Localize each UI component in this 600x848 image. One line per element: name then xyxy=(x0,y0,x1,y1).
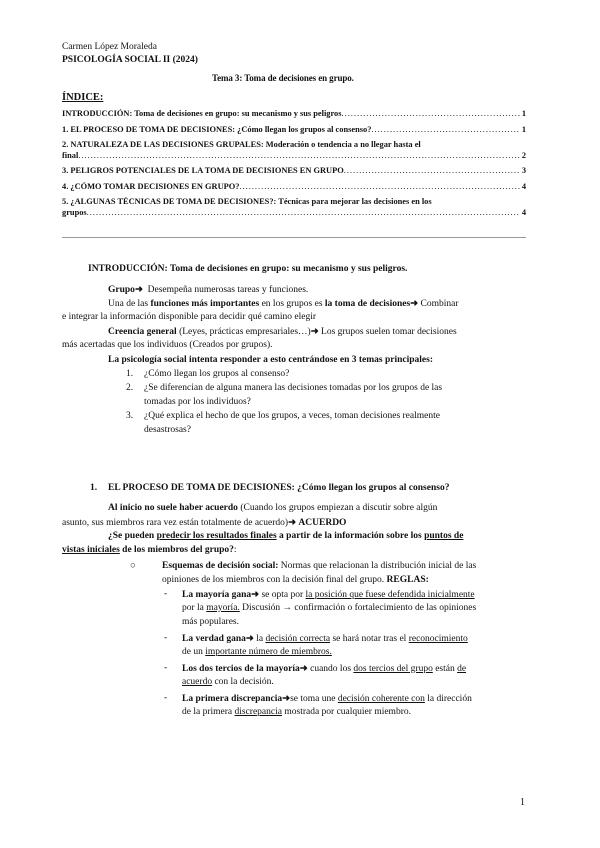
course-title: PSICOLOGÍA SOCIAL II (2024) xyxy=(62,55,198,65)
bold-span: a partir de la información sobre los xyxy=(276,531,425,541)
page-number: 1 xyxy=(520,797,525,808)
text-span: Normas que relacionan la distribución inicial de las xyxy=(278,561,477,571)
text-span: por la xyxy=(182,603,207,613)
toc-page-number: 3 xyxy=(521,166,526,175)
arrow-icon: ➜ xyxy=(410,299,419,309)
text-span: están xyxy=(432,664,458,674)
underlined-span: reconocimiento xyxy=(408,634,468,644)
toc-item[interactable] xyxy=(62,125,526,136)
bold-span: Esquemas de decisión social: xyxy=(162,561,279,571)
intro-heading: INTRODUCCIÓN: Toma de decisiones en grupo: su mecanismo y sus peligros. xyxy=(88,264,408,274)
question-number: 3. xyxy=(126,411,134,421)
toc-item-text: INTRODUCCIÓN: Toma de decisiones en grupo: su mecanismo y sus peligros xyxy=(62,109,342,118)
rule-1-line-3: más populares. xyxy=(182,617,239,627)
creencia-line-2: más acertadas que los individuos (Creados por grupos). xyxy=(62,340,273,350)
inicio-line xyxy=(108,503,437,513)
toc-item-text: 3. PELIGROS POTENCIALES DE LA TOMA DE DECISIONES EN GRUPO xyxy=(62,166,344,175)
toc-leader xyxy=(78,151,520,162)
dash-bullet: - xyxy=(164,633,168,643)
rule-3-line-2 xyxy=(182,677,274,687)
bold-span: REGLAS: xyxy=(386,575,429,585)
underlined-span: dos tercios del grupo xyxy=(353,664,433,674)
bold-span: la toma de decisiones xyxy=(324,299,411,309)
text-span: en los grupos es xyxy=(259,299,325,309)
rule-3 xyxy=(182,663,466,674)
text-span: se toma une xyxy=(290,694,338,704)
underlined-span: vistas iniciales xyxy=(62,545,120,555)
toc-leader xyxy=(344,166,520,177)
toc-item-cont[interactable] xyxy=(62,208,526,219)
section-divider xyxy=(62,237,526,238)
toc-page-number: 4 xyxy=(521,207,526,217)
arrow-icon: ➜ xyxy=(134,285,143,295)
question-text: ¿Cómo llegan los grupos al consenso? xyxy=(144,369,290,379)
rule-4-line-2 xyxy=(182,707,411,717)
text-span: Discusión → confirmación o fortalecimiento de las opiniones xyxy=(239,603,477,613)
bold-span: Creencia general xyxy=(108,327,177,337)
arrow-icon: ➜ xyxy=(299,664,308,674)
text-span: se opta por xyxy=(259,590,306,600)
funciones-line xyxy=(108,298,526,309)
toc-item-text: 1. EL PROCESO DE TOMA DE DECISIONES: ¿Cómo llegan los grupos al consenso? xyxy=(62,124,372,134)
question-line-2 xyxy=(62,545,237,555)
underlined-span: acuerdo xyxy=(182,677,213,687)
text-span: la dirección xyxy=(424,694,472,704)
toc-item-text: final xyxy=(62,150,79,160)
toc-page-number: 1 xyxy=(521,109,526,118)
funciones-line-2: e integrar la información disponible para decidir qué camino elegir xyxy=(62,312,317,322)
bold-span: funciones más importantes xyxy=(150,299,260,309)
toc-item[interactable] xyxy=(62,197,526,208)
inicio-line-2 xyxy=(62,517,346,528)
underlined-span: importante número de miembros. xyxy=(205,647,332,657)
text-span: Una de las xyxy=(108,299,151,309)
underlined-span: puntos de xyxy=(424,531,464,541)
rule-4 xyxy=(182,693,472,704)
arrow-icon: ➜ xyxy=(282,694,291,704)
underlined-span: decisión correcta xyxy=(265,634,331,644)
psicologia-line: La psicología social intenta responder a esto centrándose en 3 temas principales: xyxy=(108,355,434,365)
toc-item-text: 2. NATURALEZA DE LAS DECISIONES GRUPALES: Moderación o tendencia a no llegar hasta el xyxy=(62,140,421,149)
text-span: con la decisión. xyxy=(212,677,274,687)
underlined-span: predecir los resultados finales xyxy=(156,531,277,541)
underlined-span: de xyxy=(457,664,467,674)
bold-span: EL PROCESO DE TOMA DE DECISIONES: xyxy=(108,483,298,493)
toc-page-number: 1 xyxy=(521,124,526,134)
bold-span: de los miembros del grupo? xyxy=(119,545,234,555)
rule-2 xyxy=(182,633,468,644)
text-span: : xyxy=(233,545,237,555)
text-span: (Leyes, prácticas empresariales…) xyxy=(176,327,311,337)
rule-2-line-2 xyxy=(182,647,332,657)
underlined-span: discrepancia xyxy=(234,707,282,717)
section1-heading xyxy=(108,483,449,493)
arrow-icon: ➜ xyxy=(310,327,319,337)
toc-item[interactable] xyxy=(62,182,526,193)
bold-span: ¿Cómo llegan los grupos al consenso? xyxy=(297,483,450,493)
toc-page-number: 4 xyxy=(521,181,526,191)
text-span: de un xyxy=(182,647,206,657)
section1-number: 1. xyxy=(90,483,98,493)
text-span: cuando los xyxy=(307,664,354,674)
esquemas-line-2 xyxy=(162,575,429,585)
question-text: ¿Qué explica el hecho de que los grupos, a veces, toman decisiones realmente xyxy=(144,411,440,421)
toc-item-text: grupos xyxy=(62,207,87,217)
toc-item-cont[interactable] xyxy=(62,151,526,162)
dash-bullet: - xyxy=(164,589,168,599)
creencia-line xyxy=(108,326,457,337)
question-text: desastrosas? xyxy=(144,425,191,435)
text-span: de la primera xyxy=(182,707,235,717)
text-span: asunto, sus miembros rara vez están totalmente de acuerdo) xyxy=(62,518,289,528)
toc-leader xyxy=(371,125,519,136)
grupo-label: Grupo xyxy=(108,285,135,295)
rule-1-line-2 xyxy=(182,603,476,613)
author-name: Carmen López Moraleda xyxy=(62,42,157,52)
question-number: 2. xyxy=(126,383,134,393)
grupo-line xyxy=(108,284,308,295)
toc-leader xyxy=(87,208,520,219)
bold-span: La primera discrepancia xyxy=(182,694,283,704)
text-span: mostrada por cualquier miembro. xyxy=(281,707,411,717)
toc-item[interactable] xyxy=(62,166,526,177)
bold-span: Al inicio no suele haber acuerdo xyxy=(108,503,238,513)
dash-bullet: - xyxy=(164,693,168,703)
toc-item[interactable] xyxy=(62,140,526,151)
question-text: tomadas por los individuos? xyxy=(144,397,251,407)
toc-item[interactable] xyxy=(62,109,526,120)
text-span: Los grupos suelen tomar decisiones xyxy=(318,327,457,337)
arrow-icon: ➜ xyxy=(245,634,254,644)
toc-title: ÍNDICE: xyxy=(62,92,104,103)
text-span: Combinar xyxy=(418,299,459,309)
question-number: 1. xyxy=(126,369,134,379)
underlined-span: mayoría. xyxy=(206,603,240,613)
toc-item-text: 5. ¿ALGUNAS TÉCNICAS DE TOMA DE DECISIONES?: Técnicas para mejorar las decisiones en los xyxy=(62,197,432,206)
text-span: la xyxy=(253,634,266,644)
rule-1 xyxy=(182,589,475,600)
toc-leader xyxy=(342,109,520,120)
bold-span: ACUERDO xyxy=(298,518,347,528)
underlined-span: decisión coherente con xyxy=(337,694,425,704)
bold-span: ¿Se pueden xyxy=(108,531,157,541)
text-span: opiniones de los miembros con la decisión final del grupo. xyxy=(162,575,387,585)
bullet-icon: ○ xyxy=(130,561,136,571)
grupo-text: Desempeña numerosas tareas y funciones. xyxy=(147,285,309,295)
arrow-icon: ➜ xyxy=(251,590,260,600)
topic-title: Tema 3: Toma de decisiones en grupo. xyxy=(212,73,354,83)
bold-span: Los dos tercios de la mayoría xyxy=(182,664,300,674)
question-text: ¿Se diferencian de alguna manera las decisiones tomadas por los grupos de las xyxy=(144,383,443,393)
bold-span: La verdad gana xyxy=(182,634,246,644)
esquemas-line xyxy=(162,561,476,571)
underlined-span: la posición que fuese defendida inicialmente xyxy=(305,590,475,600)
question-line xyxy=(108,531,463,541)
toc-leader xyxy=(239,182,519,193)
arrow-icon: ➜ xyxy=(288,518,297,528)
toc-page-number: 2 xyxy=(521,150,526,160)
dash-bullet: - xyxy=(164,663,168,673)
bold-span: La mayoría gana xyxy=(182,590,252,600)
table-of-contents xyxy=(62,109,526,218)
text-span: (Cuando los grupos empiezan a discutir sobre algún xyxy=(237,503,438,513)
toc-item-text: 4. ¿CÓMO TOMAR DECISIONES EN GRUPO? xyxy=(62,181,240,191)
text-span: se hará notar tras el xyxy=(330,634,409,644)
